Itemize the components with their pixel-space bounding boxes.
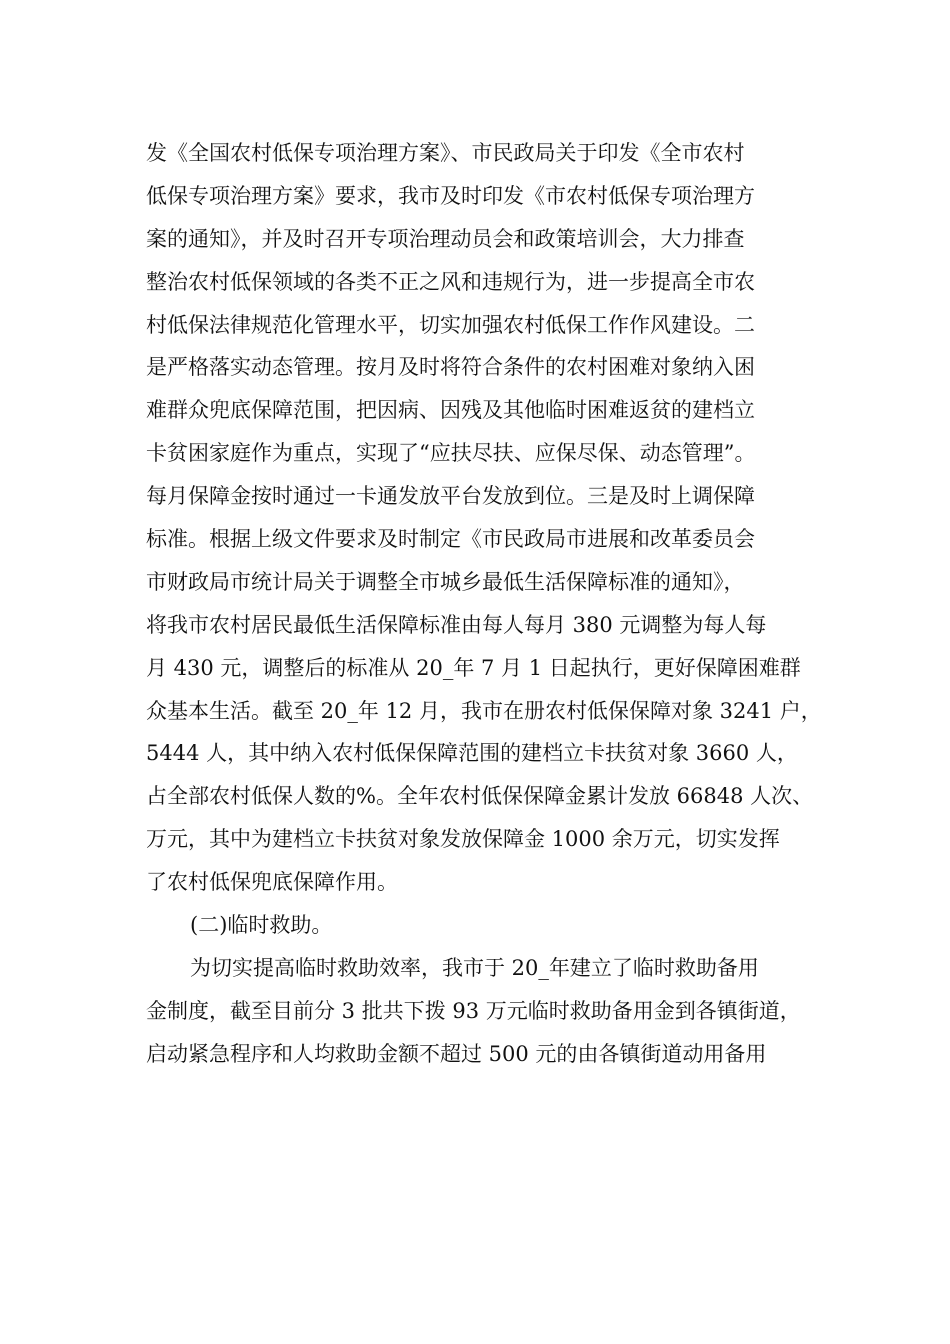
paragraph-line: 市财政局市统计局关于调整全市城乡最低生活保障标准的通知》， — [146, 569, 745, 594]
paragraph-line: 标准。根据上级文件要求及时制定《市民政局市进展和改革委员会 — [146, 527, 755, 552]
paragraph-line: 是严格落实动态管理。按月及时将符合条件的农村困难对象纳入困 — [146, 355, 755, 380]
paragraph-line: 难群众兜底保障范围，把因病、因残及其他临时困难返贫的建档立 — [146, 398, 755, 423]
paragraph-line: 了农村低保兜底保障作用。 — [146, 870, 398, 895]
document-body — [146, 132, 836, 1076]
paragraph-line: 为切实提高临时救助效率，我市于 20_年建立了临时救助备用 — [190, 955, 759, 980]
section-heading: (二)临时救助。 — [190, 913, 333, 938]
paragraph-line: 启动紧急程序和人均救助金额不超过 500 元的由各镇街道动用备用 — [146, 1041, 767, 1066]
paragraph-line: 每月保障金按时通过一卡通发放平台发放到位。三是及时上调保障 — [146, 484, 755, 509]
paragraph-line: 将我市农村居民最低生活保障标准由每人每月 380 元调整为每人每 — [146, 612, 767, 637]
paragraph-line: 低保专项治理方案》要求，我市及时印发《市农村低保专项治理方 — [146, 183, 755, 208]
paragraph-line: 案的通知》，并及时召开专项治理动员会和政策培训会，大力排查 — [146, 226, 745, 251]
paragraph-line: 村低保法律规范化管理水平，切实加强农村低保工作作风建设。二 — [146, 312, 755, 337]
paragraph-line: 卡贫困家庭作为重点，实现了“应扶尽扶、应保尽保、动态管理”。 — [146, 441, 756, 466]
paragraph-line: 金制度，截至目前分 3 批共下拨 93 万元临时救助备用金到各镇街道， — [146, 998, 801, 1023]
paragraph-line: 万元，其中为建档立卡扶贫对象发放保障金 1000 余万元，切实发挥 — [146, 827, 780, 852]
paragraph-line: 占全部农村低保人数的%。全年农村低保保障金累计发放 66848 人次、 — [146, 784, 814, 809]
paragraph-line: 月 430 元，调整后的标准从 20_年 7 月 1 日起执行，更好保障困难群 — [146, 655, 801, 680]
paragraph-line: 5444 人，其中纳入农村低保保障范围的建档立卡扶贫对象 3660 人， — [146, 741, 798, 766]
paragraph-line: 发《全国农村低保专项治理方案》、市民政局关于印发《全市农村 — [146, 141, 745, 165]
paragraph-line: 众基本生活。截至 20_年 12 月，我市在册农村低保保障对象 3241 户， — [146, 698, 822, 723]
paragraph-line: 整治农村低保领域的各类不正之风和违规行为，进一步提高全市农 — [146, 269, 755, 294]
